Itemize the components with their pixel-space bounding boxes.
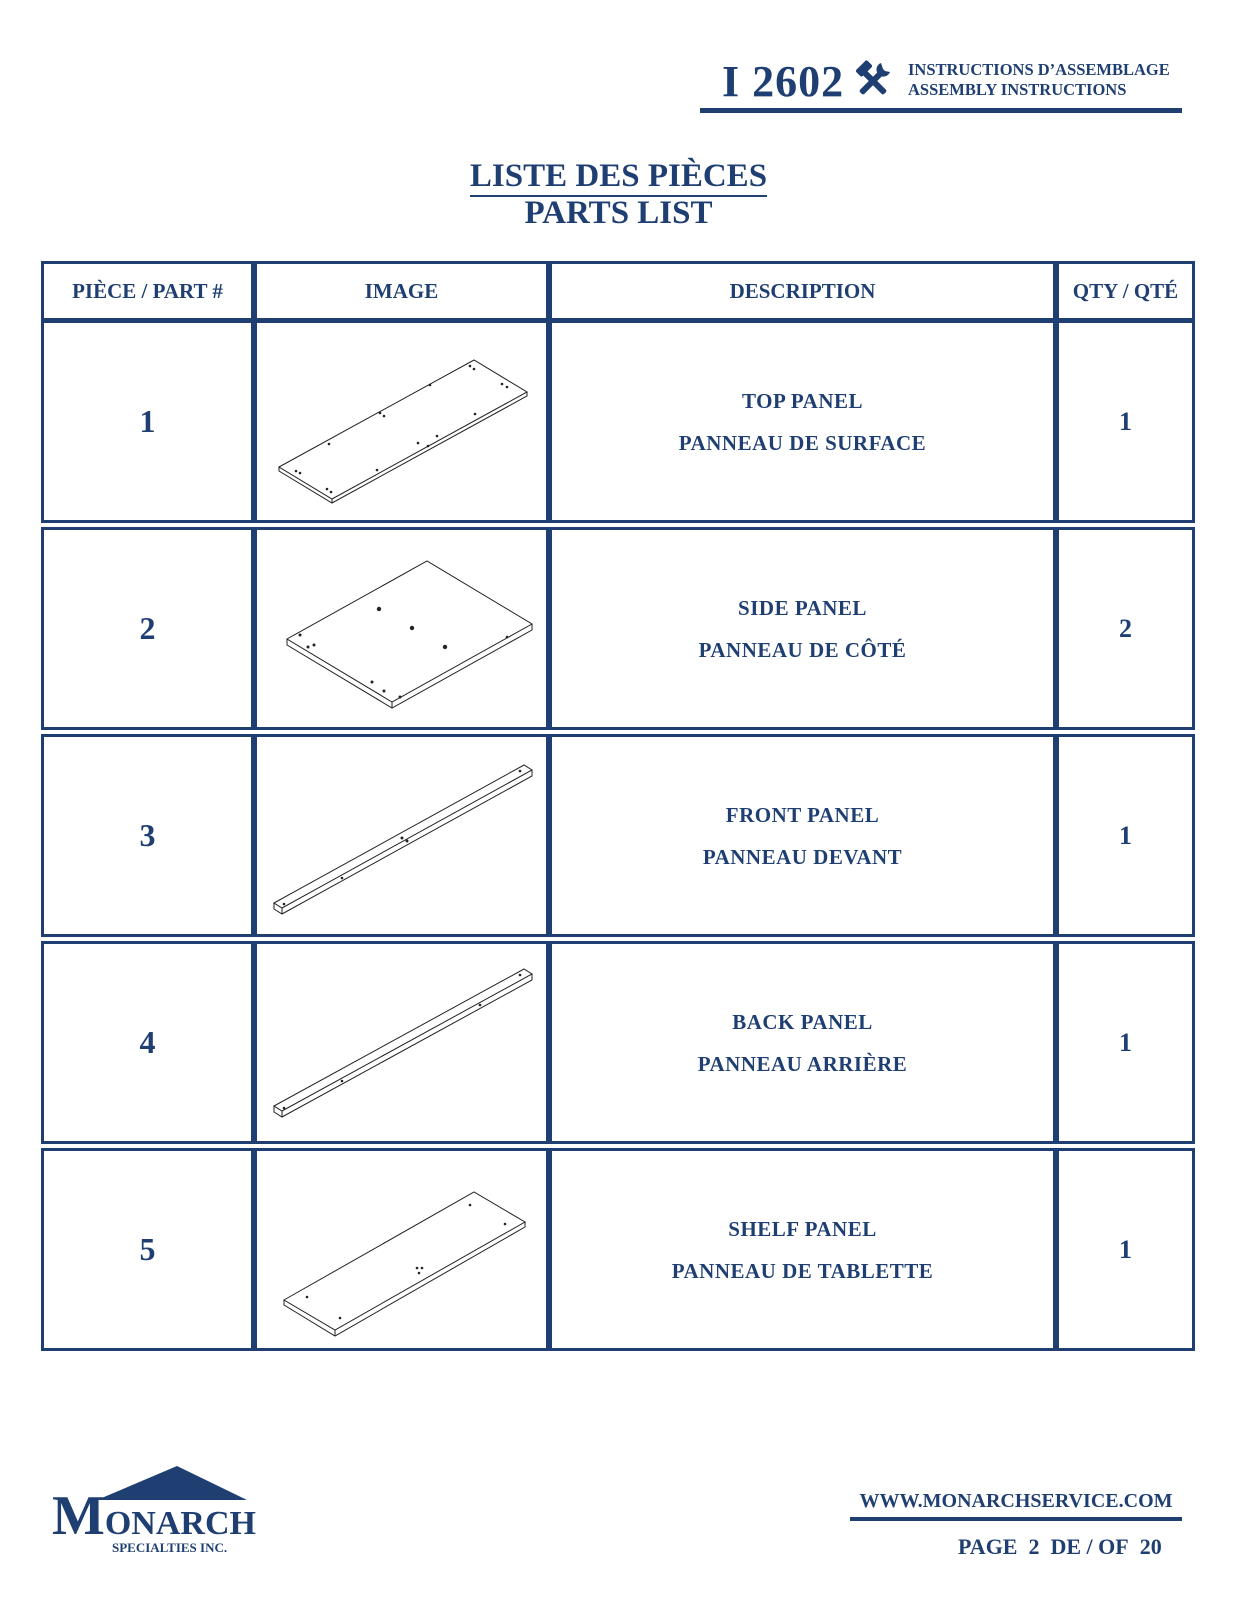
table-row: [41, 941, 1195, 1144]
document-header: [700, 52, 1182, 114]
back-panel-drawing: [262, 953, 542, 1133]
page-number: 2: [1028, 1534, 1040, 1559]
header-description: DESCRIPTION: [549, 261, 1056, 321]
page-separator: DE / OF: [1050, 1534, 1129, 1559]
part-qty: 1: [1056, 320, 1195, 523]
part-qty: 2: [1056, 527, 1195, 730]
part-image-back-panel: [254, 941, 549, 1144]
part-number: 5: [41, 1148, 254, 1351]
desc-fr: PANNEAU ARRIÈRE: [697, 1051, 908, 1076]
desc-fr: PANNEAU DE TABLETTE: [671, 1258, 934, 1283]
header-lines: [908, 60, 1170, 100]
shelf-panel-drawing: [262, 1160, 542, 1340]
header-qty: QTY / QTÉ: [1056, 261, 1195, 321]
title-fr: LISTE DES PIÈCES: [0, 158, 1237, 195]
part-number: 2: [41, 527, 254, 730]
part-image-front-panel: [254, 734, 549, 937]
desc-en: SHELF PANEL: [728, 1216, 877, 1241]
part-description: [549, 941, 1056, 1144]
monarch-logo: [52, 1466, 256, 1556]
top-panel-drawing: [262, 332, 542, 512]
header-line-fr: INSTRUCTIONS D’ASSEMBLAGE: [908, 60, 1170, 79]
tools-icon: [852, 60, 894, 102]
table-row: [41, 1148, 1195, 1351]
page-indicator: [958, 1534, 1162, 1560]
part-description: [549, 320, 1056, 523]
website-rule: [850, 1517, 1182, 1521]
website-link[interactable]: WWW.MONARCHSERVICE.COM: [859, 1490, 1173, 1512]
part-description: [549, 734, 1056, 937]
part-number: 1: [41, 320, 254, 523]
desc-fr: PANNEAU DEVANT: [702, 844, 903, 869]
part-qty: 1: [1056, 1148, 1195, 1351]
header-line-en: ASSEMBLY INSTRUCTIONS: [908, 80, 1127, 99]
part-image-shelf-panel: [254, 1148, 549, 1351]
page-label: PAGE: [958, 1534, 1018, 1559]
model-number: I 2602: [722, 57, 845, 106]
brand-sub: SPECIALTIES INC.: [112, 1540, 228, 1555]
header-rule: [700, 108, 1182, 113]
table-header-row: [41, 261, 1195, 321]
table-row: [41, 320, 1195, 523]
brand-initial: M: [52, 1485, 105, 1547]
header-part: PIÈCE / PART #: [41, 261, 254, 321]
header-image: IMAGE: [254, 261, 549, 321]
part-qty: 1: [1056, 734, 1195, 937]
page-total: 20: [1139, 1534, 1162, 1559]
website-block: [850, 1490, 1182, 1521]
desc-fr: PANNEAU DE SURFACE: [678, 430, 927, 455]
part-number: 3: [41, 734, 254, 937]
part-description: [549, 1148, 1056, 1351]
part-number: 4: [41, 941, 254, 1144]
desc-en: BACK PANEL: [732, 1009, 873, 1034]
desc-en: FRONT PANEL: [725, 802, 880, 827]
title-en: PARTS LIST: [524, 195, 713, 231]
brand-rest: ONARCH: [104, 1505, 256, 1542]
part-qty: 1: [1056, 941, 1195, 1144]
desc-en: TOP PANEL: [742, 388, 863, 413]
front-panel-drawing: [262, 746, 542, 926]
desc-fr: PANNEAU DE CÔTÉ: [698, 637, 907, 662]
table-row: [41, 734, 1195, 937]
side-panel-drawing: [262, 539, 542, 719]
part-description: [549, 527, 1056, 730]
part-image-side-panel: [254, 527, 549, 730]
table-row: [41, 527, 1195, 730]
desc-en: SIDE PANEL: [738, 595, 867, 620]
part-image-top-panel: [254, 320, 549, 523]
